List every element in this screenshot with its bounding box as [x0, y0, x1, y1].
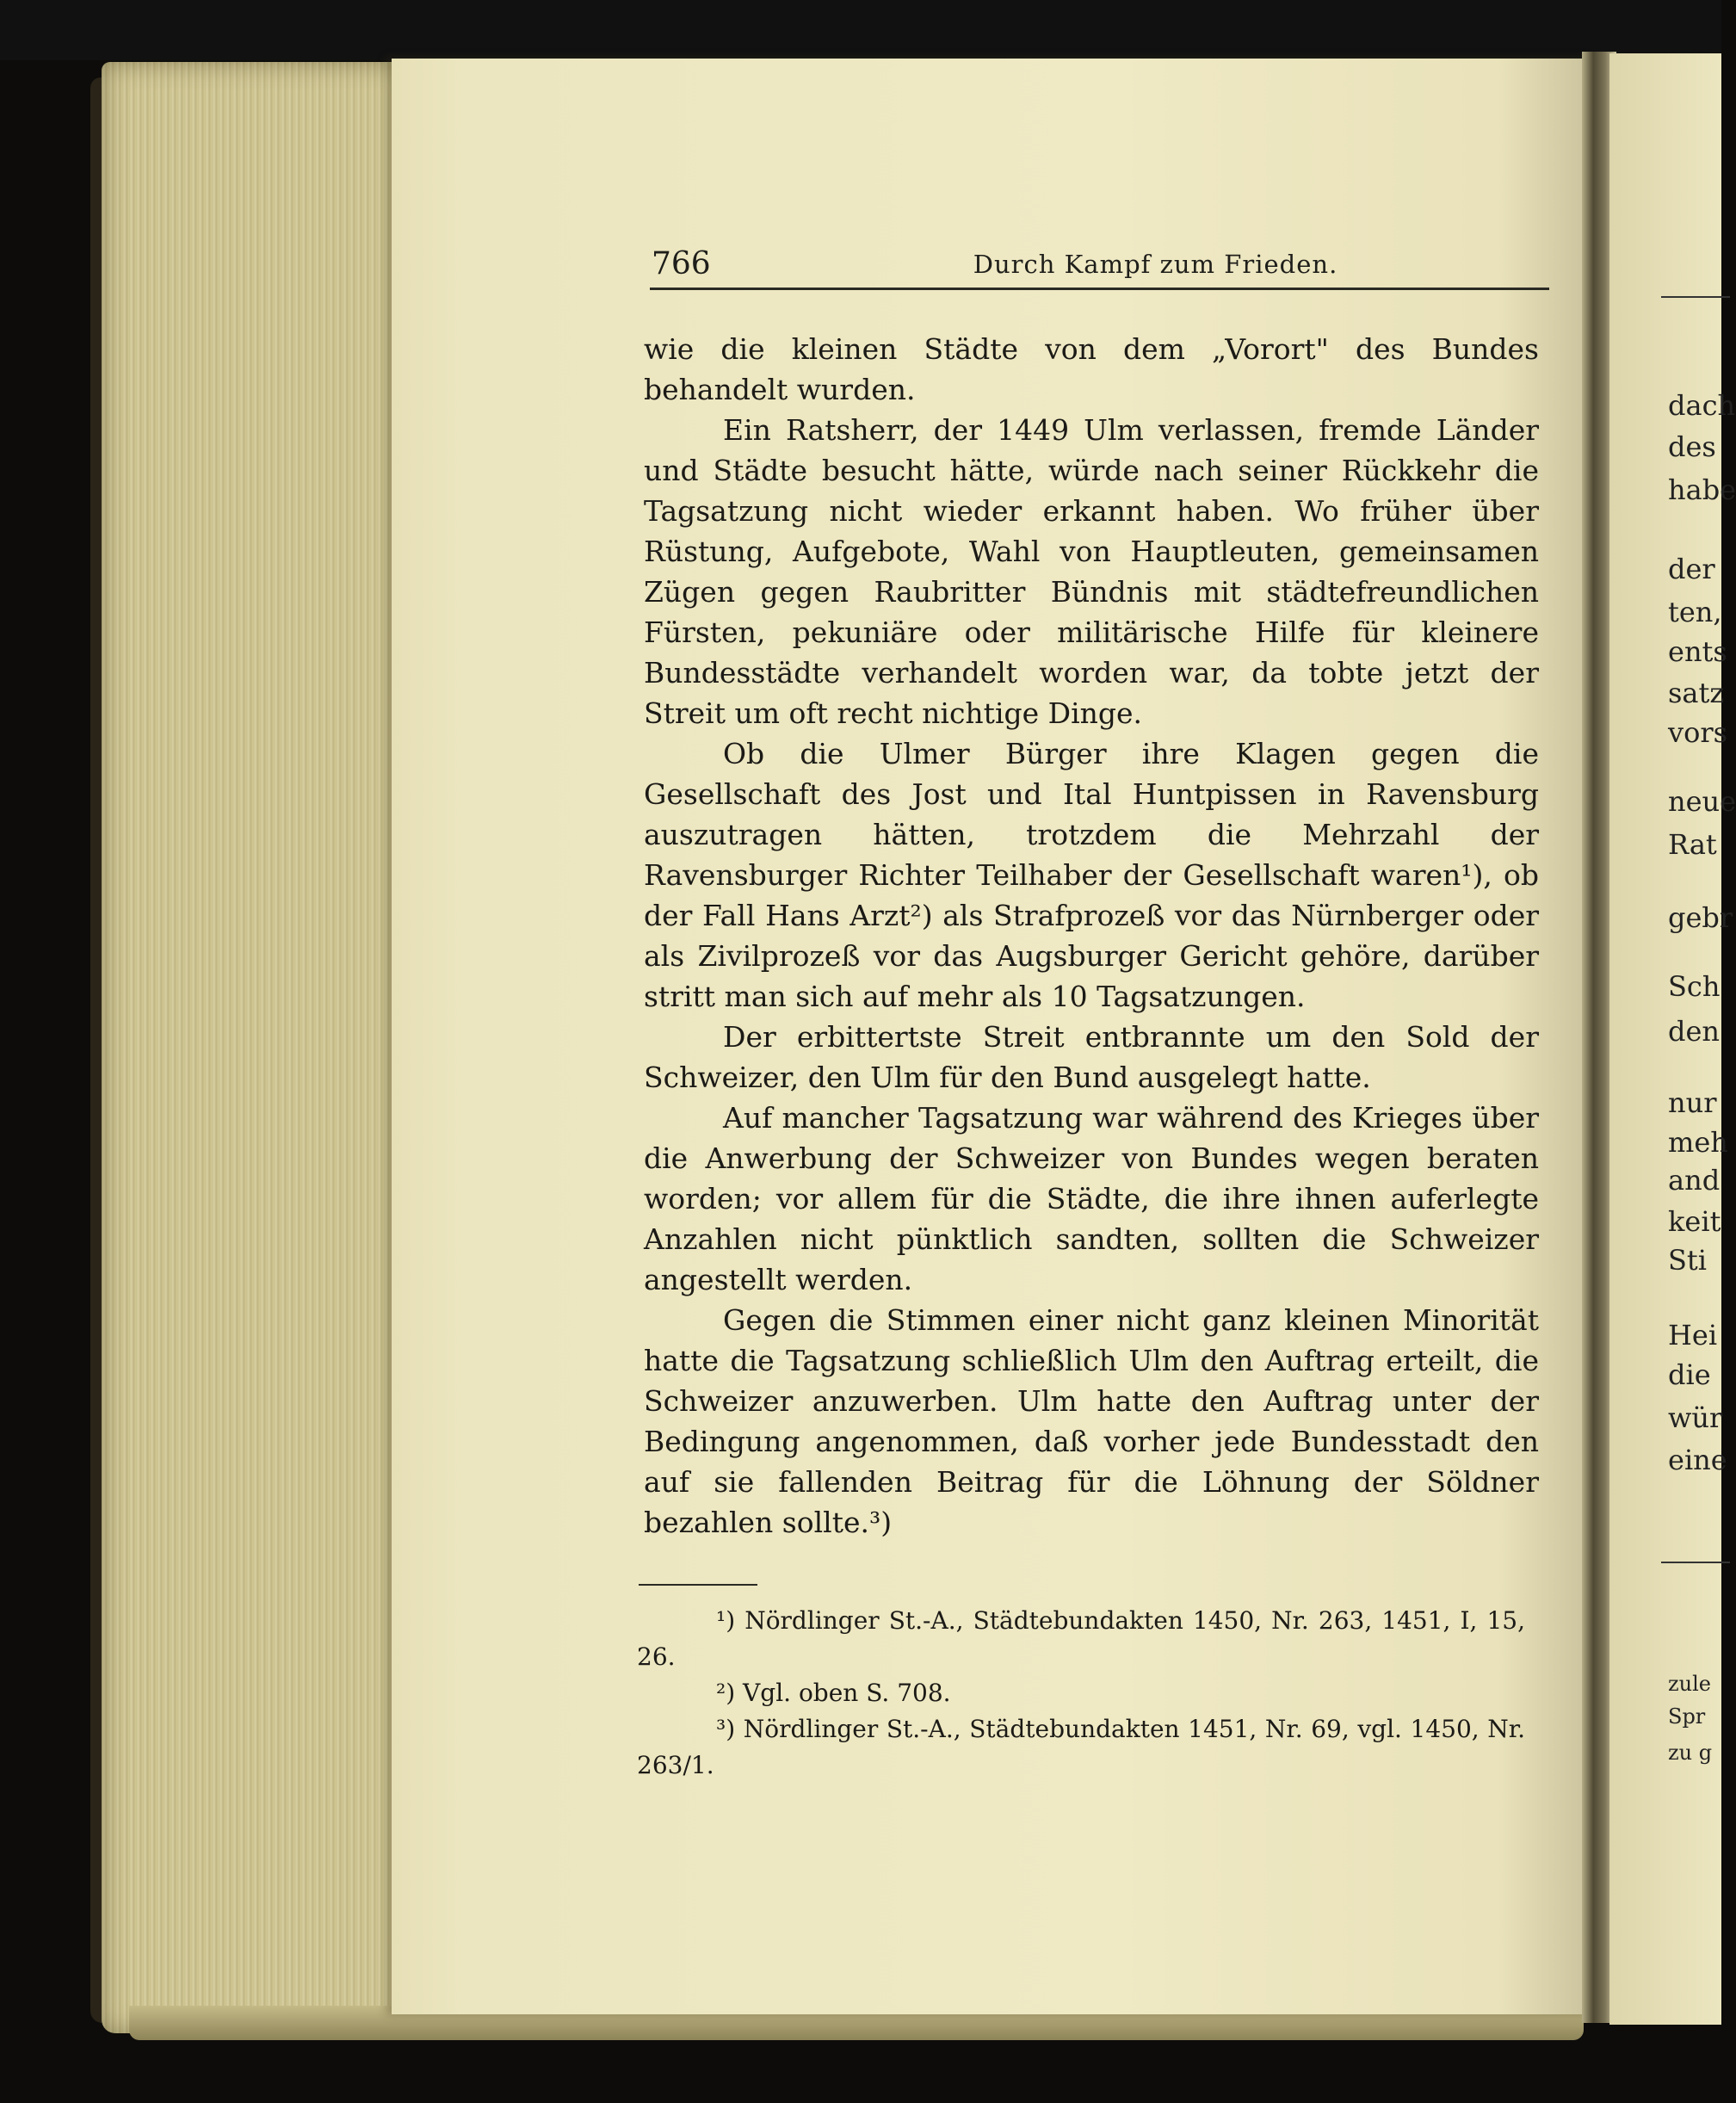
- facing-page-fragment: Rat: [1668, 828, 1717, 861]
- paragraph: Der erbittertste Streit entbrannte um den Sold der Schweizer, den Ulm für den Bund ausgelegt hatte.: [644, 1020, 1539, 1094]
- facing-page-header-rule: [1661, 296, 1730, 298]
- facing-page-fragment: Hei: [1668, 1319, 1718, 1351]
- facing-page-fragment: dach: [1668, 389, 1736, 422]
- footnotes: [637, 1603, 1525, 1784]
- facing-page-fragment: habe: [1668, 473, 1736, 506]
- footnote: ²) Vgl. oben S. 708.: [716, 1679, 951, 1707]
- footnote: ³) Nördlinger St.-A., Städtebundakten 1451, Nr. 69, vgl. 1450, Nr. 263/1.: [637, 1715, 1525, 1779]
- facing-page-fragment: eine: [1668, 1444, 1727, 1476]
- background-top: [0, 0, 1721, 60]
- running-title: Durch Kampf zum Frieden.: [973, 250, 1338, 279]
- facing-page-fragment: Spr: [1668, 1704, 1706, 1729]
- facing-page-fragment: neue: [1668, 785, 1736, 818]
- facing-page-fragment: nur: [1668, 1086, 1717, 1119]
- facing-page-footnote-rule: [1661, 1562, 1730, 1563]
- facing-page-fragment: Sti: [1668, 1244, 1708, 1277]
- body-text: [644, 329, 1539, 1543]
- facing-page-fragment: satz: [1668, 677, 1725, 709]
- facing-page-fragment: gebr: [1668, 901, 1733, 934]
- facing-page-fragment: des: [1668, 430, 1716, 463]
- facing-page-fragment: ents: [1668, 635, 1727, 668]
- paragraph: Gegen die Stimmen einer nicht ganz kleinen Minorität hatte die Tagsatzung schließlich Ulm den Auftrag erteilt, die Schweizer anzuwerben. Ulm hatte den Auftrag unter der Bedingung angenommen, daß vorher jede Bundesstadt den auf sie fallenden Beitrag für die Löhnung der Söldner bezahlen sollte.³): [644, 1303, 1539, 1539]
- facing-page-fragment: keit: [1668, 1205, 1721, 1238]
- facing-page-fragment: zu g: [1668, 1741, 1713, 1765]
- footnote-rule: [639, 1584, 757, 1586]
- facing-page-fragment: meh: [1668, 1126, 1728, 1159]
- paragraph: wie die kleinen Städte von dem „Vorort" des Bundes behandelt wurden.: [644, 332, 1539, 406]
- facing-page-fragment: die: [1668, 1358, 1711, 1391]
- facing-page-fragment: der: [1668, 553, 1715, 585]
- footnote: ¹) Nördlinger St.-A., Städtebundakten 1450, Nr. 263, 1451, I, 15, 26.: [637, 1606, 1525, 1671]
- paragraph: Ob die Ulmer Bürger ihre Klagen gegen die Gesellschaft des Jost und Ital Huntpissen in Ravensburg auszutragen hätten, trotzdem die Mehrzahl der Ravensburger Richter Teilhaber der Gesellschaft waren¹), ob der Fall Hans Arzt²) als Strafprozeß vor das Nürnberger oder als Zivilprozeß vor das Augsburger Gericht gehöre, darüber stritt man sich auf mehr als 10 Tagsatzungen.: [644, 737, 1539, 1013]
- facing-page: [1609, 53, 1736, 2025]
- facing-page-fragment: and: [1668, 1164, 1721, 1197]
- paragraph: Ein Ratsherr, der 1449 Ulm verlassen, fremde Länder und Städte besucht hätte, würde nach seiner Rückkehr die Tagsatzung nicht wieder erkannt haben. Wo früher über Rüstung, Aufgebote, Wahl von Hauptleuten, gemeinsamen Zügen gegen Raubritter Bündnis mit städtefreundlichen Fürsten, pekuniäre oder militärische Hilfe für kleinere Bundesstädte verhandelt worden war, da tobte jetzt der Streit um oft recht nichtige Dinge.: [644, 413, 1539, 730]
- page-header: [650, 243, 1549, 290]
- paragraph: Auf mancher Tagsatzung war während des Krieges über die Anwerbung der Schweizer von Bundes wegen beraten worden; vor allem für die Städte, die ihre ihnen auferlegte Anzahlen nicht pünktlich sandten, sollten die Schweizer angestellt werden.: [644, 1101, 1539, 1296]
- page-number: 766: [652, 246, 711, 281]
- facing-page-fragment: vors: [1668, 716, 1728, 749]
- facing-page-fragment: wür: [1668, 1401, 1723, 1434]
- facing-page-fragment: zule: [1668, 1672, 1711, 1696]
- book-page-edges: [102, 62, 411, 2033]
- facing-page-fragment: ten,: [1668, 596, 1722, 628]
- facing-page-fragment: Sch: [1668, 970, 1721, 1003]
- facing-page-fragment: den: [1668, 1015, 1721, 1048]
